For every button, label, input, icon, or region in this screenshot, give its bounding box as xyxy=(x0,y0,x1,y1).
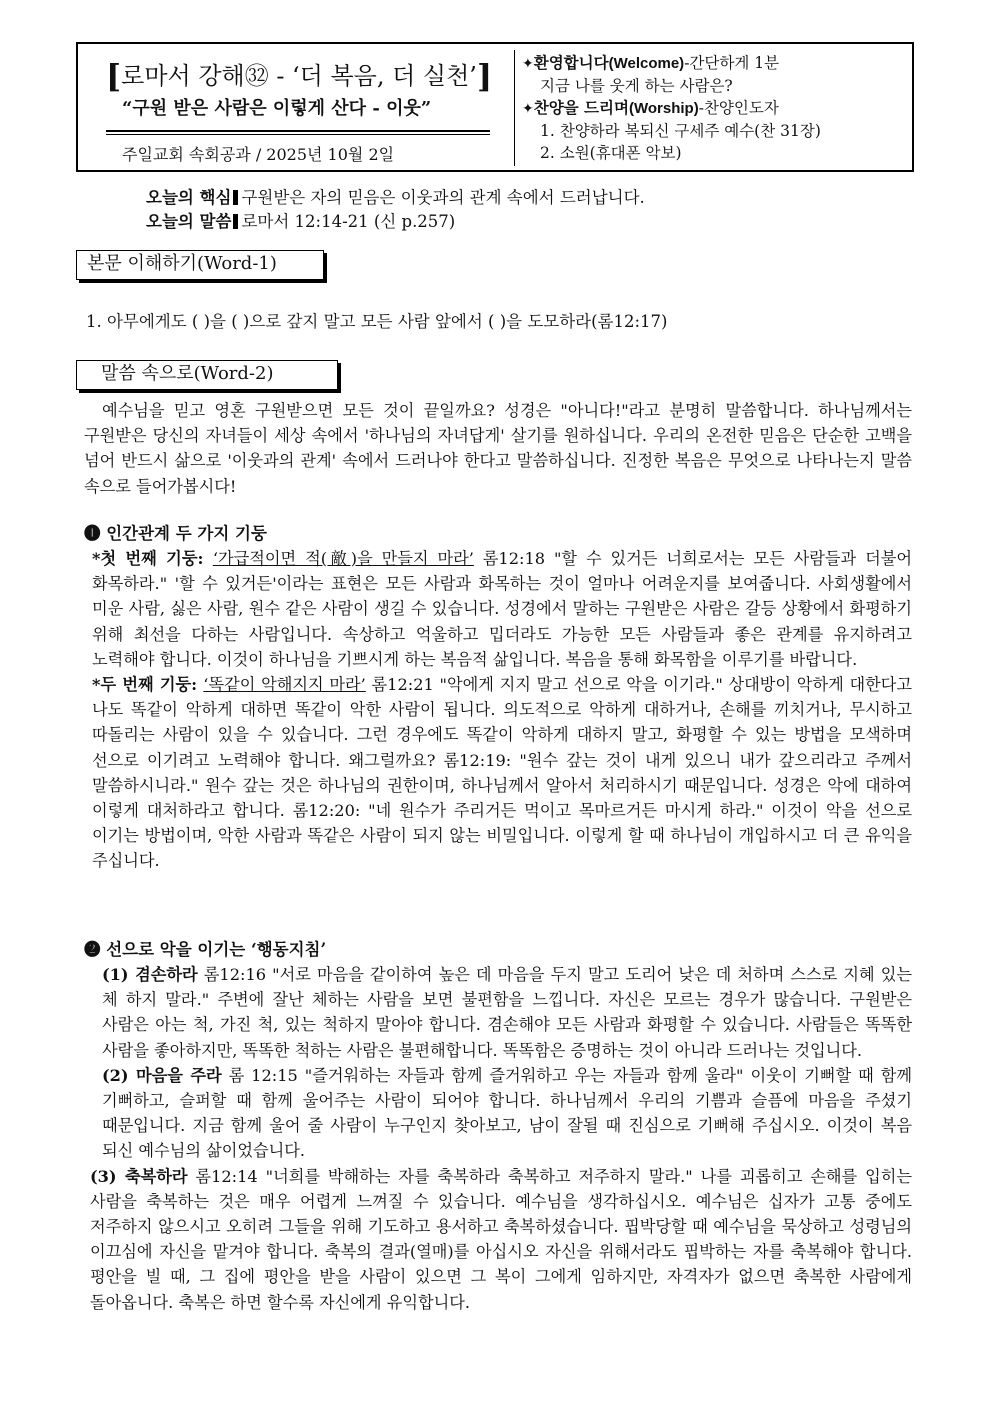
lesson-title xyxy=(106,56,492,95)
pillar-2-quote: ‘똑같이 악해지지 마라’ xyxy=(203,675,366,695)
worship-rest: -찬양인도자 xyxy=(698,99,779,117)
header-box xyxy=(76,42,914,172)
bar-marker-icon xyxy=(233,190,238,205)
part1-heading: ❶ 인간관계 두 가지 기둥 xyxy=(84,524,267,543)
word-label: 오늘의 말씀 xyxy=(146,212,232,231)
intro-paragraph: 예수님을 믿고 영혼 구원받으면 모든 것이 끝일까요? 성경은 "아니다!"라고 분명히 말씀합니다. 하나님께서는 구원받은 당신의 자녀들이 세상 속에서 '하나님의 자녀답게' 살기를 원하십니다. 우리의 온전한 믿음은 단순한 고백을 넘어 반드시 삶으로 '이웃과의 관계' 속에서 드러나야 한다고 말씀하십니다. 진정한 복음은 무엇으로 나타나는지 말씀 속으로 들어가봅시다! xyxy=(84,401,912,496)
header-divider xyxy=(514,50,515,166)
action-3-paragraph xyxy=(84,1164,912,1315)
action-3-text: 롬12:14 "너희를 박해하는 자를 축복하라 축복하고 저주하지 말라." 나를 괴롭히고 손해를 입히는 사람을 축복하는 것은 매우 어렵게 느껴질 수 있습니다. 예수님을 생각하십시오. 예수님은 십자가 고통 중에도 저주하지 않으시고 오히려 그들을 위해 기도하고 용서하고 축복하셨습니다. 핍박당할 때 예수님을 묵상하고 성령님의 이끄심에 자신을 맡겨야 합니다. 축복의 결과(열매)를 아십시오 자신을 위해서라도 핍박하는 자를 축복해야 합니다. 평안을 빌 때, 그 집에 평안을 받을 사람이 있으면 그 복이 그에게 임하지만, 자격자가 없으면 축복한 사람에게 돌아옵니다. 축복은 하면 할수록 자신에게 유익합니다. xyxy=(90,1166,912,1312)
part1-body xyxy=(84,546,912,874)
worship-eng: (Worship) xyxy=(628,100,699,117)
part2-heading: ❷ 선으로 악을 이기는 ‘행동지침’ xyxy=(84,940,327,959)
pillar-1-label: *첫 번째 기둥 xyxy=(92,549,198,568)
welcome-rest: -간단하게 1분 xyxy=(684,54,780,72)
pillar-2-label: *두 번째 기둥 xyxy=(92,675,192,695)
worship-item-2: 2. 소원(휴대폰 악보) xyxy=(540,144,682,162)
section-title-word2: 말씀 속으로(Word-2) xyxy=(76,360,338,390)
lesson-title-text: 로마서 강해㉜ - ‘더 복음, 더 실천’ xyxy=(121,62,477,90)
welcome-label: 환영합니다 xyxy=(533,54,609,72)
action-2-label: (2) 마음을 주라 xyxy=(102,1065,222,1085)
part2-body xyxy=(84,962,912,1315)
welcome-eng: (Welcome) xyxy=(608,55,685,72)
action-2-paragraph xyxy=(84,1063,912,1164)
word-text: 로마서 12:14-21 (신 p.257) xyxy=(241,212,456,231)
pillar-2-text: 롬12:21 "악에게 지지 말고 선으로 악을 이기라." 상대방이 악하게 대한다고 나도 똑같이 악하게 대하면 똑같이 악한 사람이 됩니다. 의도적으로 악하게 대하거나, 손해를 끼치거나, 무시하고 따돌리는 사람이 있을 수 있습니다. 그런 경우에도 똑같이 악하게 대하지 말고, 화평할 수 있는 방법을 모색하며 선으로 이기려고 노력해야 합니다. 왜그럴까요? 롬12:19: "원수 갚는 것이 내게 있으니 내가 갚으리라고 주께서 말씀하시니라." 원수 갚는 것은 하나님의 권한이며, 하나님께서 알아서 처리하시기 때문입니다. 성경은 악에 대하여 이렇게 대처하라고 합니다. 롬12:20: "네 원수가 주리거든 먹이고 목마르거든 마시게 하라." 이것이 악을 선으로 이기는 방법이며, 악한 사람과 똑같은 사람이 되지 않는 비밀입니다. 이렇게 할 때 하나님이 개입하시고 더 큰 유익을 주십니다. xyxy=(92,675,912,871)
star-bullet-icon: ✦ xyxy=(522,101,534,117)
lesson-subtitle: “구원 받은 사람은 이렇게 산다 - 이웃” xyxy=(122,98,432,119)
divider-rule xyxy=(106,130,490,132)
core-lines xyxy=(146,186,645,234)
date-line: 주일교회 속회공과 / 2025년 10월 2일 xyxy=(122,145,395,164)
pillar-1-quote: ‘가급적이면 적(敵)을 만들지 마라’ xyxy=(212,549,474,568)
core-row xyxy=(146,186,645,210)
section-title-word1: 본문 이해하기(Word-1) xyxy=(76,250,324,280)
action-1-label: (1) 겸손하라 xyxy=(102,965,198,984)
bar-marker-icon xyxy=(233,214,238,229)
word-row xyxy=(146,210,645,234)
core-text: 구원받은 자의 믿음은 이웃과의 관계 속에서 드러납니다. xyxy=(241,188,645,207)
worship-label: 찬양을 드리며 xyxy=(533,99,629,117)
core-label: 오늘의 핵심 xyxy=(146,188,232,207)
pillar-2-paragraph: *두 번째 기둥: ‘똑같이 악해지지 마라’ 롬12:21 "악에게 지지 말고 선으로 악을 이기라." 상대방이 악하게 대한다고 나도 똑같이 악하게 대하면 똑같이 악한 사람이 됩니다. 의도적으로 악하게 대하거나, 손해를 끼치거나, 무시하고 따돌리는 사람이 있을 수 있습니다. 그런 경우에도 똑같이 악하게 대하지 말고, 화평할 수 있는 방법을 모색하며 선으로 이기려고 노력해야 합니다. 왜그럴까요? 롬12:19: "원수 갚는 것이 내게 있으니 내가 갚으리라고 주께서 말씀하시니라." 원수 갚는 것은 하나님의 권한이며, 하나님께서 알아서 처리하시기 때문입니다. 성경은 악에 대하여 이렇게 대처하라고 합니다. 롬12:20: "네 원수가 주리거든 먹이고 목마르거든 마시게 하라." 이것이 악을 선으로 이기는 방법이며, 악한 사람과 똑같은 사람이 되지 않는 비밀입니다. 이렇게 할 때 하나님이 개입하시고 더 큰 유익을 주십니다. xyxy=(92,675,912,871)
title-bracket-close: ] xyxy=(476,57,493,95)
pillar-1-text: 롬12:18 "할 수 있거든 너희로서는 모든 사람들과 더불어 화목하라." '할 수 있거든'이라는 표현은 모든 사람과 화목하는 것이 얼마나 어려운지를 보여줍니다. 사회생활에서 미운 사람, 싫은 사람, 원수 같은 사람이 생길 수 있습니다. 성경에서 말하는 구원받은 사람은 갈등 상황에서 화평하기 위해 최선을 다하는 사람입니다. 속상하고 억울하고 밉더라도 가능한 모든 사람들과 좋은 관계를 유지하려고 노력해야 합니다. 이것이 하나님을 기쁘시게 하는 복음적 삶입니다. 복음을 통해 화목함을 이루기를 바랍니다. xyxy=(92,549,912,669)
title-bracket-open: [ xyxy=(106,57,122,95)
pillar-1-paragraph: *첫 번째 기둥: ‘가급적이면 적(敵)을 만들지 마라’ 롬12:18 "할 수 있거든 너희로서는 모든 사람들과 더불어 화목하라." '할 수 있거든'이라는 표현은 모든 사람과 화목하는 것이 얼마나 어려운지를 보여줍니다. 사회생활에서 미운 사람, 싫은 사람, 원수 같은 사람이 생길 수 있습니다. 성경에서 말하는 구원받은 사람은 갈등 상황에서 화평하기 위해 최선을 다하는 사람입니다. 속상하고 억울하고 밉더라도 가능한 모든 사람들과 좋은 관계를 유지하려고 노력해야 합니다. 이것이 하나님을 기쁘시게 하는 복음적 삶입니다. 복음을 통해 화목함을 이루기를 바랍니다. xyxy=(92,549,912,669)
welcome-row xyxy=(522,52,912,75)
order-panel xyxy=(522,52,912,164)
action-1-paragraph xyxy=(84,962,912,1063)
action-3-label: (3) 축복하라 xyxy=(90,1166,188,1186)
title-panel xyxy=(78,44,514,170)
action-2-text: 롬 12:15 "즐거워하는 자들과 함께 즐거워하고 우는 자들과 함께 울라" 이웃이 기뻐할 때 함께 기뻐하고, 슬퍼할 때 함께 울어주는 사람이 되어야 합니다. 하나님께서 우리의 기쁨과 슬픔에 마음을 주셨기 때문입니다. 지금 함께 울어 줄 사람이 누구인지 찾아보고, 남이 잘될 때 진심으로 기뻐해 주십시오. 이것이 복음 되신 예수님의 삶이었습니다. xyxy=(102,1065,912,1161)
welcome-question: 지금 나를 웃게 하는 사람은? xyxy=(540,77,733,95)
question-1: 1. 아무에게도 ( )을 ( )으로 갚지 말고 모든 사람 앞에서 ( )을 도모하라(롬12:17) xyxy=(86,312,668,331)
divider-rule-thin xyxy=(106,134,490,135)
worship-item-1: 1. 찬양하라 복되신 구세주 예수(찬 31장) xyxy=(540,122,821,140)
star-bullet-icon: ✦ xyxy=(522,56,534,72)
action-1-text: 롬12:16 "서로 마음을 같이하여 높은 데 마음을 두지 말고 도리어 낮은 데 처하며 스스로 지혜 있는 체 하지 말라." 주변에 잘난 체하는 사람을 보면 불편함을 느낍니다. 자신은 모르는 경우가 많습니다. 구원받은 사람은 아는 척, 가진 척, 있는 척하지 말아야 합니다. 겸손해야 모든 사람과 화평할 수 있습니다. 사람들은 똑똑한 사람을 좋아하지만, 똑똑한 척하는 사람은 불편해합니다. 똑똑함은 증명하는 것이 아니라 드러나는 것입니다. xyxy=(102,965,913,1060)
worship-row xyxy=(522,97,912,120)
